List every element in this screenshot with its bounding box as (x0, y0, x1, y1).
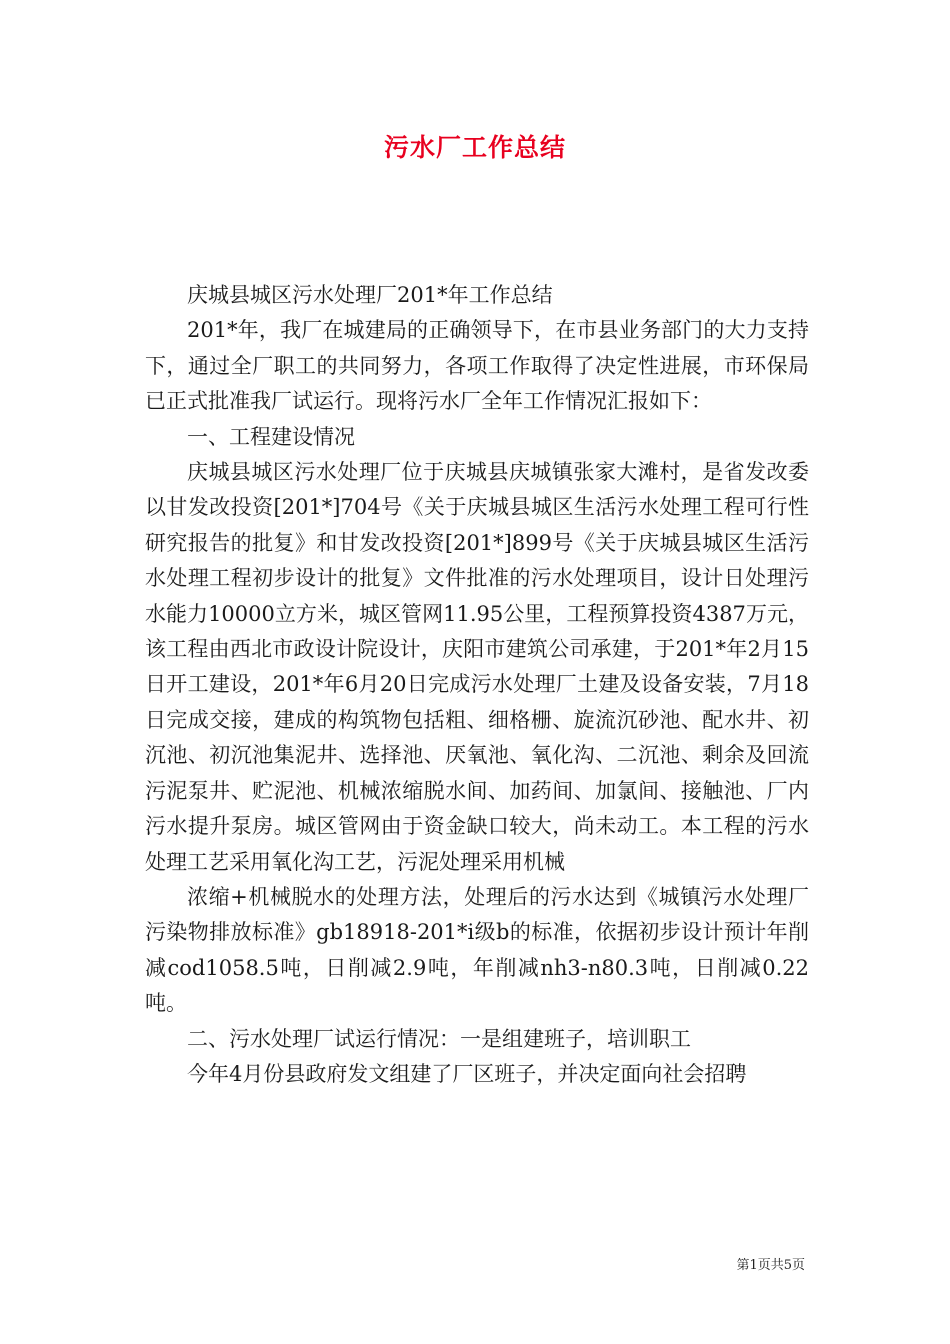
section-heading-construction: 一、工程建设情况 (187, 424, 355, 449)
paragraph-construction: 庆城县城区污水处理厂位于庆城县庆城镇张家大滩村，是省发改委以甘发改投资[201*]704号《关于庆城县城区生活污水处理工程可行性研究报告的批复》和甘发改投资[201*]899号《关于庆城县城区生活污水处理工程初步设计的批复》文件批准的污水处理项目，设计日处理污水能力10000立方米，城区管网11.95公里，工程预算投资4387万元，该工程由西北市政设计院设计，庆阳市建筑公司承建，于201*年2月15日开工建设，201*年6月20日完成污水处理厂土建及设备安装，7月18日完成交接，建成的构筑物包括粗、细格栅、旋流沉砂池、配水井、初沉池、初沉池集泥井、选择池、厌氧池、氧化沟、二沉池、剩余及回流污泥泵井、贮泥池、机械浓缩脱水间、加药间、加氯间、接触池、厂内污水提升泵房。城区管网由于资金缺口较大，尚未动工。本工程的污水处理工艺采用氧化沟工艺，污泥处理采用机械 (145, 460, 809, 874)
paragraph-subtitle: 庆城县城区污水处理厂201*年工作总结 (187, 283, 553, 307)
document-title: 污水厂工作总结 (383, 133, 566, 162)
section-heading-trial-run: 二、污水处理厂试运行情况：一是组建班子，培训职工 (187, 1026, 691, 1051)
page-number: 第1页共5页 (736, 1258, 805, 1273)
paragraph-treatment-method: 浓缩+机械脱水的处理方法，处理后的污水达到《城镇污水处理厂污染物排放标准》gb18918-201*i级b的标准，依据初步设计预计年削减cod1058.5吨，日削减2.9吨，年削减nh3-n80.3吨，日削减0.22吨。 (145, 884, 809, 1016)
document-body (145, 278, 809, 1092)
paragraph-intro: 201*年，我厂在城建局的正确领导下，在市县业务部门的大力支持下，通过全厂职工的共同努力，各项工作取得了决定性进展，市环保局已正式批准我厂试运行。现将污水厂全年工作情况汇报如下： (145, 318, 809, 414)
paragraph-team: 今年4月份县政府发文组建了厂区班子，并决定面向社会招聘 (187, 1061, 747, 1086)
